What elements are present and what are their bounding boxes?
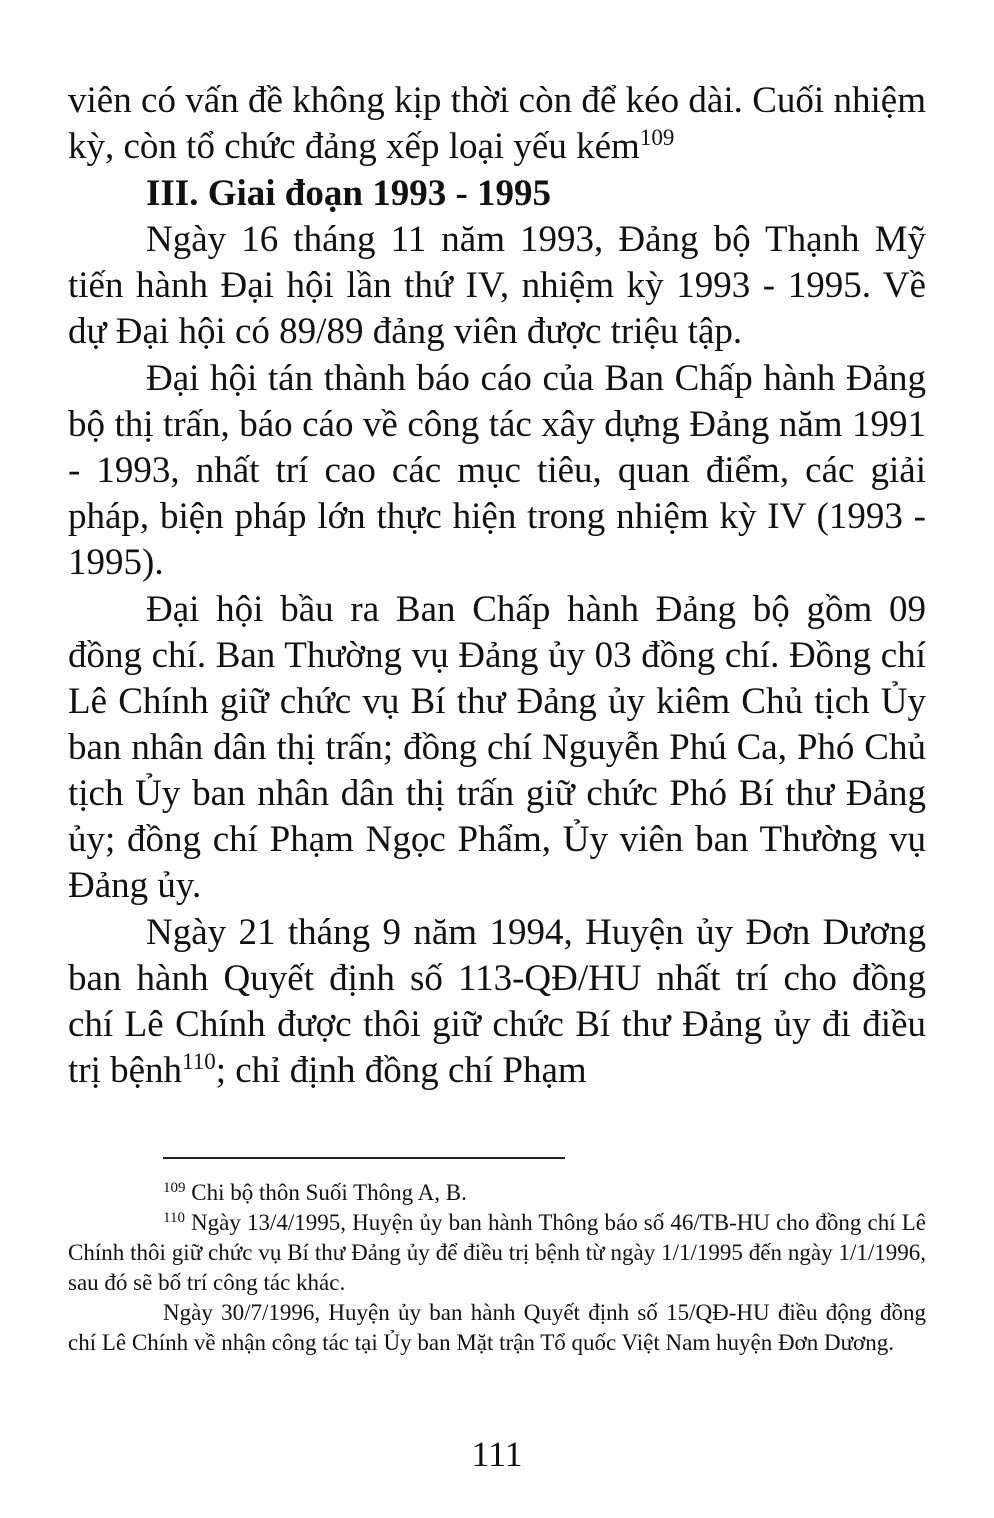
- footnote-ref-109: 109: [639, 125, 675, 150]
- section-heading: III. Giai đoạn 1993 - 1995: [146, 173, 552, 214]
- footnote-109: [68, 1178, 926, 1208]
- footnotes: [68, 1178, 926, 1358]
- footnote-110-continuation: [68, 1298, 926, 1358]
- paragraph-congress-approval: Đại hội tán thành báo cáo của Ban Chấp hành Đảng bộ thị trấn, báo cáo về công tác xây dựng Đảng năm 1991 - 1993, nhất trí cao các mục tiêu, quan điểm, các giải pháp, biện pháp lớn thực hiện trong nhiệm kỳ IV (1993 - 1995).: [68, 358, 926, 583]
- page-number: 111: [471, 1434, 523, 1474]
- paragraph-congress-date: Ngày 16 tháng 11 năm 1993, Đảng bộ Thạnh Mỹ tiến hành Đại hội lần thứ IV, nhiệm kỳ 1993 - 1995. Về dự Đại hội có 89/89 đảng viên được triệu tập.: [68, 219, 926, 352]
- footnote-number: 109: [163, 1180, 186, 1196]
- footnote-110: [68, 1208, 926, 1298]
- paragraph-executive-election: Đại hội bầu ra Ban Chấp hành Đảng bộ gồm 09 đồng chí. Ban Thường vụ Đảng ủy 03 đồng chí. Đồng chí Lê Chính giữ chức vụ Bí thư Đảng ủy kiêm Chủ tịch Ủy ban nhân dân thị trấn; đồng chí Nguyễn Phú Ca, Phó Chủ tịch Ủy ban nhân dân thị trấn giữ chức Phó Bí thư Đảng ủy; đồng chí Phạm Ngọc Phẩm, Ủy viên ban Thường vụ Đảng ủy.: [68, 589, 926, 906]
- paragraph-district-decision-continuation: ; chỉ định đồng chí Phạm: [215, 1050, 587, 1091]
- continuation-paragraph: [68, 78, 926, 170]
- footnote-divider: [163, 1157, 565, 1159]
- paragraph-district-decision: [68, 910, 926, 1094]
- footnote-text: Ngày 30/7/1996, Huyện ủy ban hành Quyết định số 15/QĐ-HU điều động đồng chí Lê Chính về nhận công tác tại Ủy ban Mặt trận Tổ quốc Việt Nam huyện Đơn Dương.: [68, 1300, 926, 1355]
- footnote-text: Chi bộ thôn Suối Thông A, B.: [185, 1180, 467, 1205]
- footnote-number: 110: [163, 1210, 185, 1226]
- continuation-text: viên có vấn đề không kịp thời còn để kéo dài. Cuối nhiệm kỳ, còn tổ chức đảng xếp loại yếu kém: [68, 80, 926, 167]
- main-text: [68, 78, 926, 1094]
- footnote-ref-110: 110: [182, 1049, 216, 1074]
- paragraph-district-decision-text: Ngày 21 tháng 9 năm 1994, Huyện ủy Đơn Dương ban hành Quyết định số 113-QĐ/HU nhất trí cho đồng chí Lê Chính được thôi giữ chức Bí thư Đảng ủy đi điều trị bệnh: [68, 912, 926, 1091]
- footnote-text: Ngày 13/4/1995, Huyện ủy ban hành Thông báo số 46/TB-HU cho đồng chí Lê Chính thôi giữ chức vụ Bí thư Đảng ủy để điều trị bệnh từ ngày 1/1/1995 đến ngày 1/1/1996, sau đó sẽ bố trí công tác khác.: [68, 1210, 926, 1295]
